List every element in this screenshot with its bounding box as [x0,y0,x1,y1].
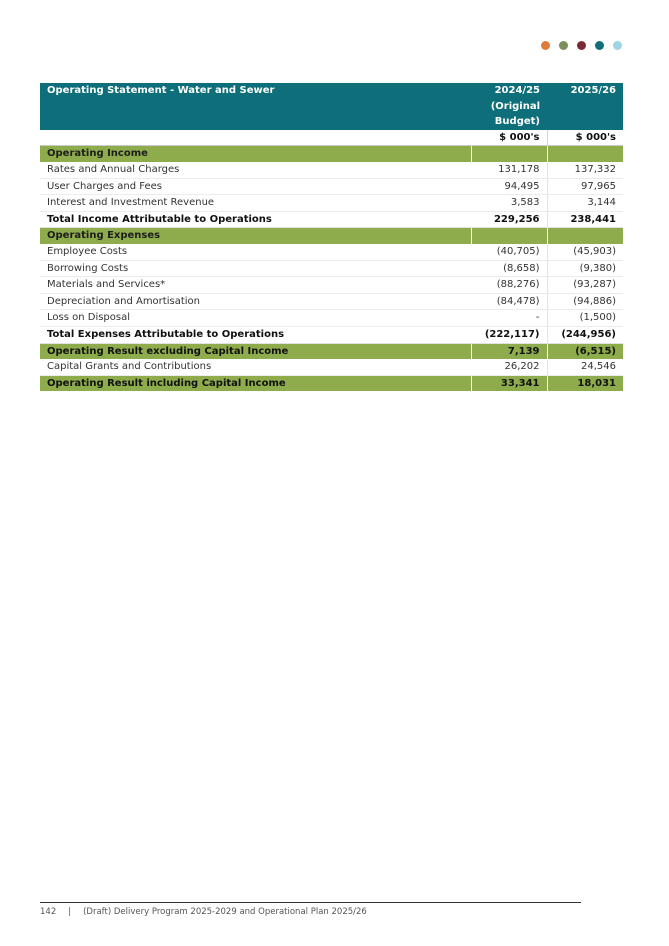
result-row [40,375,623,391]
value-2024-25: (88,276) [471,277,547,294]
row-label: Depreciation and Amortisation [40,293,471,310]
table-row [40,359,623,375]
value-2025-26: (45,903) [547,244,623,260]
value-2025-26 [547,228,623,244]
teal-dot [595,41,604,50]
section-header-row [40,228,623,244]
value-2025-26: (93,287) [547,277,623,294]
footer-separator: | [68,907,72,917]
value-2025-26: (9,380) [547,260,623,277]
table-row [40,260,623,277]
table-header-row [40,83,623,130]
result-row [40,343,623,359]
value-2025-26: (1,500) [547,310,623,327]
table-row [40,162,623,178]
value-2024-25 [471,146,547,162]
units-label: $ 000's [547,130,623,146]
row-label: Total Expenses Attributable to Operations [40,326,471,343]
value-2024-25: 3,583 [471,195,547,212]
orange-dot [541,41,550,50]
olive-dot [559,41,568,50]
total-row [40,326,623,343]
value-2025-26: 18,031 [547,375,623,391]
table-row [40,293,623,310]
value-2024-25: 7,139 [471,343,547,359]
row-label: Interest and Investment Revenue [40,195,471,212]
value-2024-25: 26,202 [471,359,547,375]
units-label: $ 000's [471,130,547,146]
value-2024-25: (222,117) [471,326,547,343]
table-row [40,178,623,195]
value-2024-25: 229,256 [471,211,547,228]
units-spacer [40,130,471,146]
value-2024-25: 94,495 [471,178,547,195]
table-row [40,310,623,327]
value-2025-26 [547,146,623,162]
page-number: 142 [40,907,57,917]
page-footer [40,907,367,917]
maroon-dot [577,41,586,50]
table-row [40,195,623,212]
column-header-2024-25: 2024/25 (Original Budget) [471,83,547,130]
value-2024-25: (40,705) [471,244,547,260]
value-2025-26: 238,441 [547,211,623,228]
row-label: Operating Income [40,146,471,162]
value-2025-26: (94,886) [547,293,623,310]
value-2024-25: - [471,310,547,327]
table-title: Operating Statement - Water and Sewer [40,83,471,130]
row-label: Total Income Attributable to Operations [40,211,471,228]
value-2024-25 [471,228,547,244]
value-2025-26: 97,965 [547,178,623,195]
table-row [40,277,623,294]
operating-statement-table [40,83,623,391]
value-2025-26: (244,956) [547,326,623,343]
row-label: Employee Costs [40,244,471,260]
value-2025-26: 3,144 [547,195,623,212]
row-label: Loss on Disposal [40,310,471,327]
value-2024-25: 33,341 [471,375,547,391]
value-2024-25: (84,478) [471,293,547,310]
row-label: Operating Result excluding Capital Income [40,343,471,359]
row-label: Rates and Annual Charges [40,162,471,178]
row-label: User Charges and Fees [40,178,471,195]
row-label: Operating Result including Capital Income [40,375,471,391]
row-label: Operating Expenses [40,228,471,244]
value-2024-25: (8,658) [471,260,547,277]
light-blue-dot [613,41,622,50]
value-2025-26: (6,515) [547,343,623,359]
column-header-2025-26: 2025/26 [547,83,623,130]
value-2025-26: 24,546 [547,359,623,375]
table-row [40,244,623,260]
footer-divider [40,902,581,903]
units-row [40,130,623,146]
section-header-row [40,146,623,162]
value-2025-26: 137,332 [547,162,623,178]
row-label: Capital Grants and Contributions [40,359,471,375]
row-label: Borrowing Costs [40,260,471,277]
total-row [40,211,623,228]
value-2024-25: 131,178 [471,162,547,178]
document-title: (Draft) Delivery Program 2025-2029 and Operational Plan 2025/26 [83,907,367,917]
decorative-dots [541,41,622,50]
row-label: Materials and Services* [40,277,471,294]
